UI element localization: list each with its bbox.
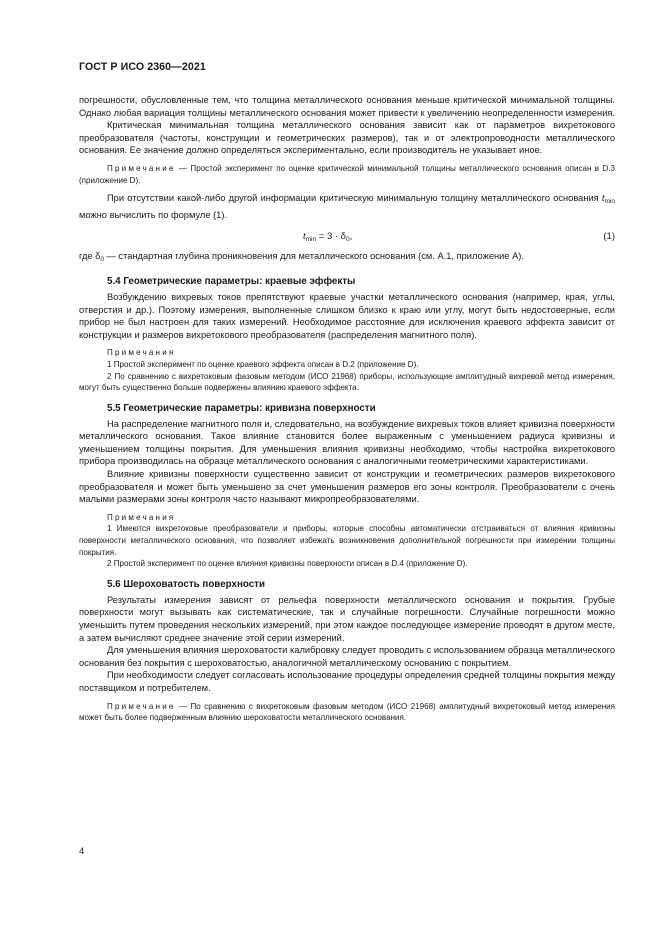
formula-number: (1) (603, 231, 615, 243)
legend-text: — стандартная глубина проникновения для металлического основания (см. А.1, приложение А). (103, 251, 524, 262)
paragraph-continuation: погрешности, обусловленные тем, что толщина металлического основания меньше критической минимальной толщины. Однако любая вариация толщины металлического основания может привести к увеличению неопределенности измерения. (79, 95, 616, 118)
section-heading-5-4: 5.4 Геометрические параметры: краевые эффекты (107, 275, 356, 287)
formula-legend (79, 250, 615, 267)
formula-expression (303, 231, 352, 243)
legend-var: δ (95, 251, 101, 262)
paragraph-formula-intro (79, 192, 615, 221)
paragraph-critical-thickness: Критическая минимальная толщина металлического основания зависит как от параметров вихретокового преобразователя (частоты, конструкции и геометрических размеров), так и от электропроводности металлического основания. Ее значение должно определяться экспериментально, если производитель не указывает иное. (79, 120, 615, 156)
formula-rhs: = 3 · δ (316, 231, 346, 243)
note-label: Примечание (107, 701, 176, 711)
note-curvature-2: 2 Простой эксперимент по оценке влияния кривизны поверхности описан в D.4 (приложение D). (107, 559, 468, 569)
formula-sub-min: min (305, 236, 317, 244)
variable-t: t (601, 193, 605, 204)
note-roughness (79, 701, 615, 724)
text-fragment: При отсутствии какой-либо другой информации критическую минимальную толщину металлического основания (107, 193, 602, 204)
notes-label: Примечания (107, 348, 176, 358)
paragraph-roughness-3: При необходимости следует согласовать использование процедуры определения средней толщины покрытия между поставщиком и потребителем. (79, 670, 615, 693)
text-fragment: можно вычислить по формуле (1). (79, 209, 228, 220)
note-critical-thickness (79, 163, 615, 186)
note-curvature-1: 1 Имеются вихретоковые преобразователи и приборы, которые способны автоматически отстраиваться от влияния кривизны поверхности металлического основания, что позволяет избежать возникновения дополнительной погрешности при измерении толщины покрытия. (79, 524, 615, 557)
note-edge-2: 2 По сравнению с вихретоковым фазовым методом (ИСО 21968) приборы, использующие амплитудный вихревой метод измерения, могут быть существенно больше подвержены влиянию краевого эффекта. (79, 371, 615, 393)
note-text: — По сравнению с вихретоковым фазовым методом (ИСО 21968) амплитудный вихретоковый метод измерения может быть более подверженным влиянию шероховатости металлического основания. (79, 701, 615, 723)
note-text: — Простой эксперимент по оценке критической минимальной толщины металлического основания описан в D.3 (приложение D). (79, 163, 615, 185)
paragraph-roughness-1: Результаты измерения зависят от рельефа поверхности металлического основания и покрытия. Грубые поверхности могут вызывать как систематические, так и случайные погрешности. Случайные погрешности можно уменьшить путем проведения нескольких измерений, при этом каждое последующее измерение проводят в другом месте, а затем вычисляют среднее значение этой серии измерений. (79, 594, 615, 643)
formula-var-t: t (303, 231, 306, 243)
note-label: Примечание (107, 163, 176, 173)
formula-comma: , (349, 231, 353, 243)
paragraph-edge-effects: Возбуждению вихревых токов препятствуют краевые участки металлического основания (например, края, углы, отверстия и др.). Поэтому измерения, выполненные слишком близко к краю или углу, могут быть недостоверные, если прибор не был настроен для таких измерений. Необходимое расстояние для исключения краевого эффекта зависит от конструкции и размеров вихретокового преобразователя (распределения магнитного поля). (79, 291, 615, 340)
note-edge-1: 1 Простой эксперимент по оценке краевого эффекта описан в D.2 (приложение D). (107, 359, 419, 369)
subscript-min: min (604, 198, 615, 206)
section-heading-5-6: 5.6 Шероховатость поверхности (107, 578, 265, 590)
page-content (79, 94, 615, 724)
notes-label: Примечания (107, 512, 176, 522)
formula-1 (79, 228, 615, 250)
section-heading-5-5: 5.5 Геометрические параметры: кривизна поверхности (107, 402, 376, 414)
document-header: ГОСТ Р ИСО 2360—2021 (79, 61, 206, 73)
paragraph-roughness-2: Для уменьшения влияния шероховатости калибровку следует проводить с использованием образца металлического основания без покрытия с шероховатостью, аналогичной металлическому основанию с покрытием. (79, 645, 615, 668)
legend-prefix: где (79, 251, 96, 262)
paragraph-curvature-1: На распределение магнитного поля и, следовательно, на возбуждение вихревых токов влияет кривизна поверхности металлического основания. Такое влияние становится более выраженным с уменьшением радиуса кривизны и уменьшением толщины покрытия. Для уменьшения влияния кривизны необходимо, чтобы настройка вихретокового прибора производилась на образце металлического основания с аналогичными геометрическими характеристиками. (79, 418, 615, 467)
legend-sub: 0 (100, 256, 104, 264)
page-number: 4 (79, 846, 85, 857)
formula-sub-0: 0 (345, 236, 350, 244)
paragraph-curvature-2: Влияние кривизны поверхности существенно зависит от конструкции и геометрических размеров вихретокового преобразователя и может быть уменьшено за счет уменьшения размеров его зоны контроля. Преобразователи с очень малыми размерами зоны контроля часто называют микропреобразователями. (79, 469, 615, 505)
